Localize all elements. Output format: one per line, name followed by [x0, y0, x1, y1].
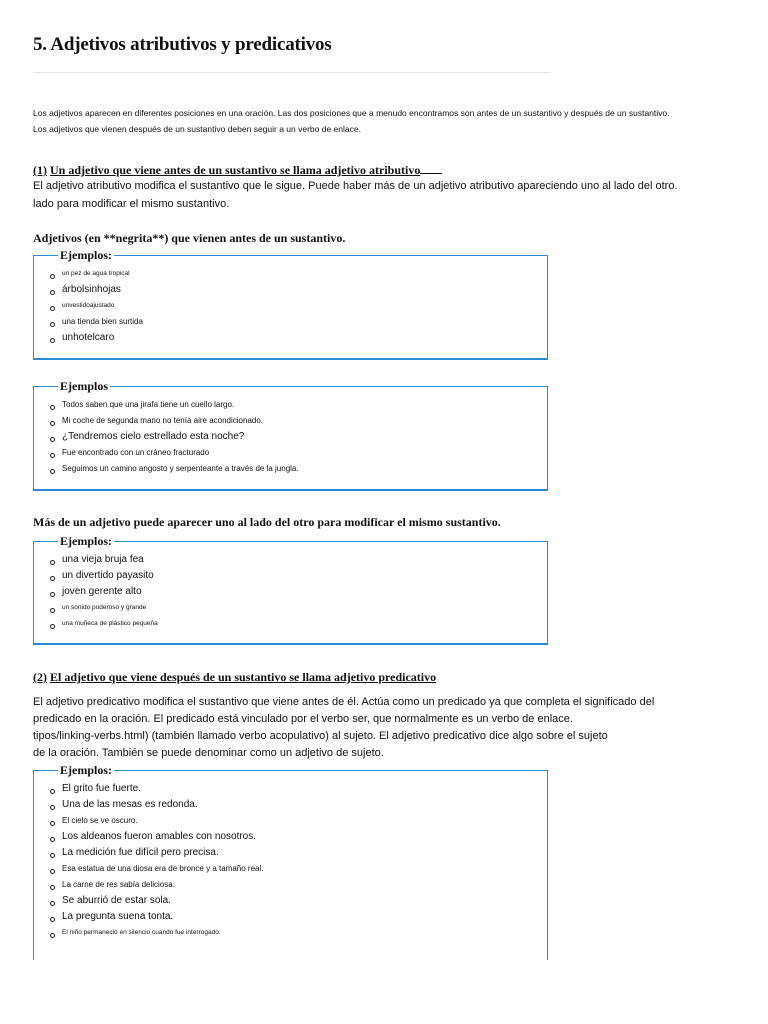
list-item: El niño permaneció en silencio cuando fue interrogado. — [50, 925, 263, 941]
list-item: árbolsinhojas — [50, 282, 143, 298]
list-item: un divertido payasito — [50, 568, 158, 584]
page-title: 5. Adjetivos atributivos y predicativos — [33, 34, 332, 55]
examples-list-2 — [50, 397, 299, 477]
section2-number: (2) — [33, 670, 47, 684]
section2-title: El adjetivo que viene después de un sustantivo se llama adjetivo predicativo — [50, 670, 437, 684]
intro-line-2: Los adjetivos que vienen después de un sustantivo deben seguir a un verbo de enlace. — [33, 124, 361, 134]
examples-box-2-legend: Ejemplos — [60, 379, 108, 393]
list-item: La carne de res sabía deliciosa. — [50, 877, 263, 893]
examples-list-4 — [50, 781, 263, 941]
list-item: una vieja bruja fea — [50, 552, 158, 568]
section1-subheading-2: Más de un adjetivo puede aparecer uno al lado del otro para modificar el mismo sustantivo. — [33, 515, 501, 529]
list-item: Se aburrió de estar sola. — [50, 893, 263, 909]
list-item: Esa estatua de una diosa era de bronce y a tamaño real. — [50, 861, 263, 877]
list-item: Fue encontrado con un cráneo fracturado — [50, 445, 299, 461]
list-item: unhotelcaro — [50, 330, 143, 346]
section2-text-1: El adjetivo predicativo modifica el sustantivo que viene antes de él. Actúa como un predicado ya que completa el significado del — [33, 696, 655, 708]
examples-box-3-legend: Ejemplos: — [60, 534, 112, 548]
section1-heading — [33, 163, 442, 178]
section1-subheading: Adjetivos (en **negrita**) que vienen antes de un sustantivo. — [33, 231, 346, 245]
title-divider — [33, 72, 551, 73]
list-item: joven gerente alto — [50, 584, 158, 600]
list-item: unvestidoajustado — [50, 298, 143, 314]
list-item: Los aldeanos fueron amables con nosotros. — [50, 829, 263, 845]
list-item: un pez de agua tropical — [50, 266, 143, 282]
list-item: La medición fue difícil pero precisa. — [50, 845, 263, 861]
examples-list-3 — [50, 552, 158, 632]
list-item: Todos saben que una jirafa tiene un cuello largo. — [50, 397, 299, 413]
list-item: El cielo se ve oscuro. — [50, 813, 263, 829]
section1-number: (1) — [33, 163, 47, 177]
section1-text-1: El adjetivo atributivo modifica el sustantivo que le sigue. Puede haber más de un adjetivo atributivo apareciendo uno al lado del otro. — [33, 180, 678, 192]
list-item: El grito fue fuerte. — [50, 781, 263, 797]
list-item: Mi coche de segunda mano no tenía aire acondicionado. — [50, 413, 299, 429]
examples-box-1-legend: Ejemplos: — [60, 248, 112, 262]
section1-title: Un adjetivo que viene antes de un sustantivo se llama adjetivo atributivo — [50, 163, 421, 177]
list-item: una muñeca de plástico pequeña — [50, 616, 158, 632]
section2-heading — [33, 670, 436, 685]
list-item: Seguimos un camino angosto y serpenteante a través de la jungla. — [50, 461, 299, 477]
section1-text-2: lado para modificar el mismo sustantivo. — [33, 198, 230, 210]
section2-text-4: de la oración. También se puede denominar como un adjetivo de sujeto. — [33, 747, 384, 759]
intro-line-1: Los adjetivos aparecen en diferentes posiciones en una oración. Las dos posiciones que a menudo encontramos son antes de un sustantivo y después de un sustantivo. — [33, 108, 670, 118]
section2-text-3: tipos/linking-verbs.html) (también llamado verbo acopulativo) al sujeto. El adjetivo predicativo dice algo sobre el sujeto — [33, 730, 608, 742]
section2-text-2: predicado en la oración. El predicado está vinculado por el verbo ser, que normalmente es un verbo de enlace. — [33, 713, 573, 725]
examples-box-1 — [33, 248, 548, 360]
list-item: una tienda bien surtida — [50, 314, 143, 330]
examples-box-2 — [33, 379, 548, 491]
list-item: un sonido poderoso y grande — [50, 600, 158, 616]
list-item: Una de las mesas es redonda. — [50, 797, 263, 813]
examples-list-1 — [50, 266, 143, 346]
examples-box-4-legend: Ejemplos: — [60, 763, 112, 777]
examples-box-3 — [33, 534, 548, 645]
list-item: La pregunta suena tonta. — [50, 909, 263, 925]
examples-box-4 — [33, 763, 548, 960]
list-item: ¿Tendremos cielo estrellado esta noche? — [50, 429, 299, 445]
